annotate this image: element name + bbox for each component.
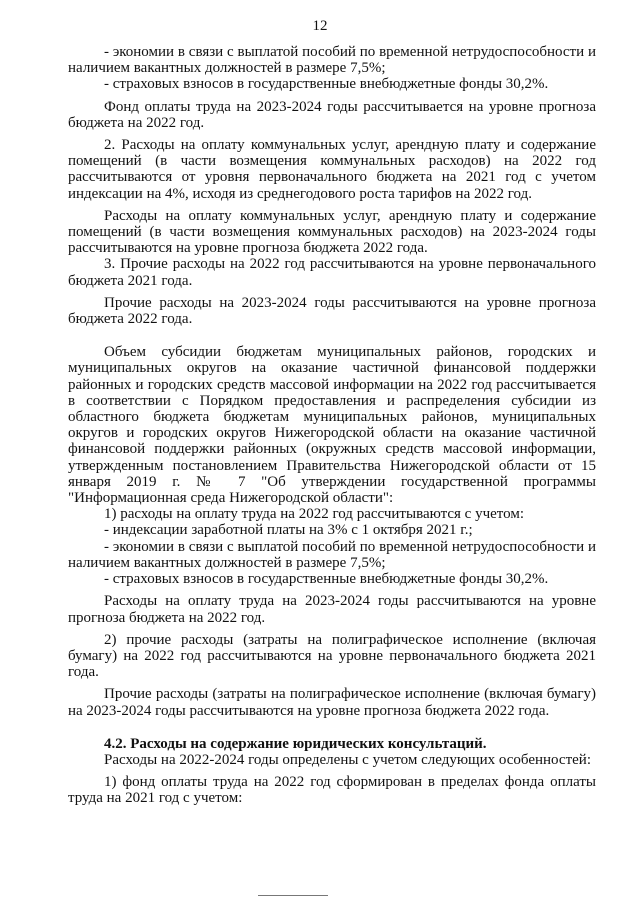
paragraph: - страховых взносов в государственные внебюджетные фонды 30,2%. <box>104 76 549 93</box>
paragraph: Прочие расходы на 2023-2024 годы рассчитываются на уровне прогноза бюджета 2022 года. <box>68 294 596 328</box>
paragraph: 2. Расходы на оплату коммунальных услуг, арендную плату и содержание помещений (в части возмещения коммунальных расходов) на 2022 год рассчитываются от уровня первоначального бюджета на 2021 год с учетом индексации на 4%, исходя из среднегодового роста тарифов на 2022 год. <box>68 137 596 202</box>
paragraph: Прочие расходы (затраты на полиграфическое исполнение (включая бумагу) на 2023-2024 годы рассчитываются на уровне прогноза бюджета 2022 года. <box>68 686 596 719</box>
paragraph: Расходы на оплату коммунальных услуг, арендную плату и содержание помещений (в части возмещения коммунальных расходов) на 2023-2024 годы рассчитываются на уровне прогноза бюджета 2022 года. <box>68 207 596 257</box>
page-number: 12 <box>312 18 328 34</box>
paragraph: Объем субсидии бюджетам муниципальных районов, городских и муниципальных округов на оказание частичной финансовой поддержки районных и городских средств массовой информации на 2022 год рассчитывается в соответствии с Порядком предоставления и распределения субсидии из областного бюджета бюджетам муниципальных районов, муниципальных округов и городских округов Нижегородской области на оказание частичной финансовой поддержки районных (окружных средств массовой информации, утвержденным постановлением Правительства Нижегородской области от 15 января 2019 г. № 7 "Об утверждении государственной программы "Информационная среда Нижегородской области": <box>68 344 596 507</box>
paragraph: 2) прочие расходы (затраты на полиграфическое исполнение (включая бумагу) на 2022 год рассчитываются на уровне первоначального бюджета 2021 года. <box>68 631 596 681</box>
paragraph: 1) расходы на оплату труда на 2022 год рассчитываются с учетом: <box>104 506 525 523</box>
document-body <box>68 44 596 807</box>
paragraph: - экономии в связи с выплатой пособий по временной нетрудоспособности и наличием вакантных должностей в размере 7,5%; <box>68 538 596 571</box>
paragraph: Фонд оплаты труда на 2023-2024 годы рассчитывается на уровне прогноза бюджета на 2022 год. <box>68 98 596 131</box>
paragraph: - страховых взносов в государственные внебюджетные фонды 30,2%. <box>104 571 549 588</box>
paragraph: Расходы на оплату труда на 2023-2024 годы рассчитываются на уровне прогноза бюджета на 2022 год. <box>68 593 596 626</box>
paragraph: 1) фонд оплаты труда на 2022 год сформирован в пределах фонда оплаты труда на 2021 год с учетом: <box>68 774 596 807</box>
paragraph: Расходы на 2022-2024 годы определены с учетом следующих особенностей: <box>104 751 591 768</box>
paragraph: - индексации заработной платы на 3% с 1 октября 2021 г.; <box>104 522 473 539</box>
paragraph: 3. Прочие расходы на 2022 год рассчитываются на уровне первоначального бюджета 2021 года. <box>68 256 596 289</box>
section-heading: 4.2. Расходы на содержание юридических консультаций. <box>104 735 487 752</box>
paragraph: - экономии в связи с выплатой пособий по временной нетрудоспособности и наличием вакантных должностей в размере 7,5%; <box>68 44 596 77</box>
bottom-rule <box>258 895 328 896</box>
